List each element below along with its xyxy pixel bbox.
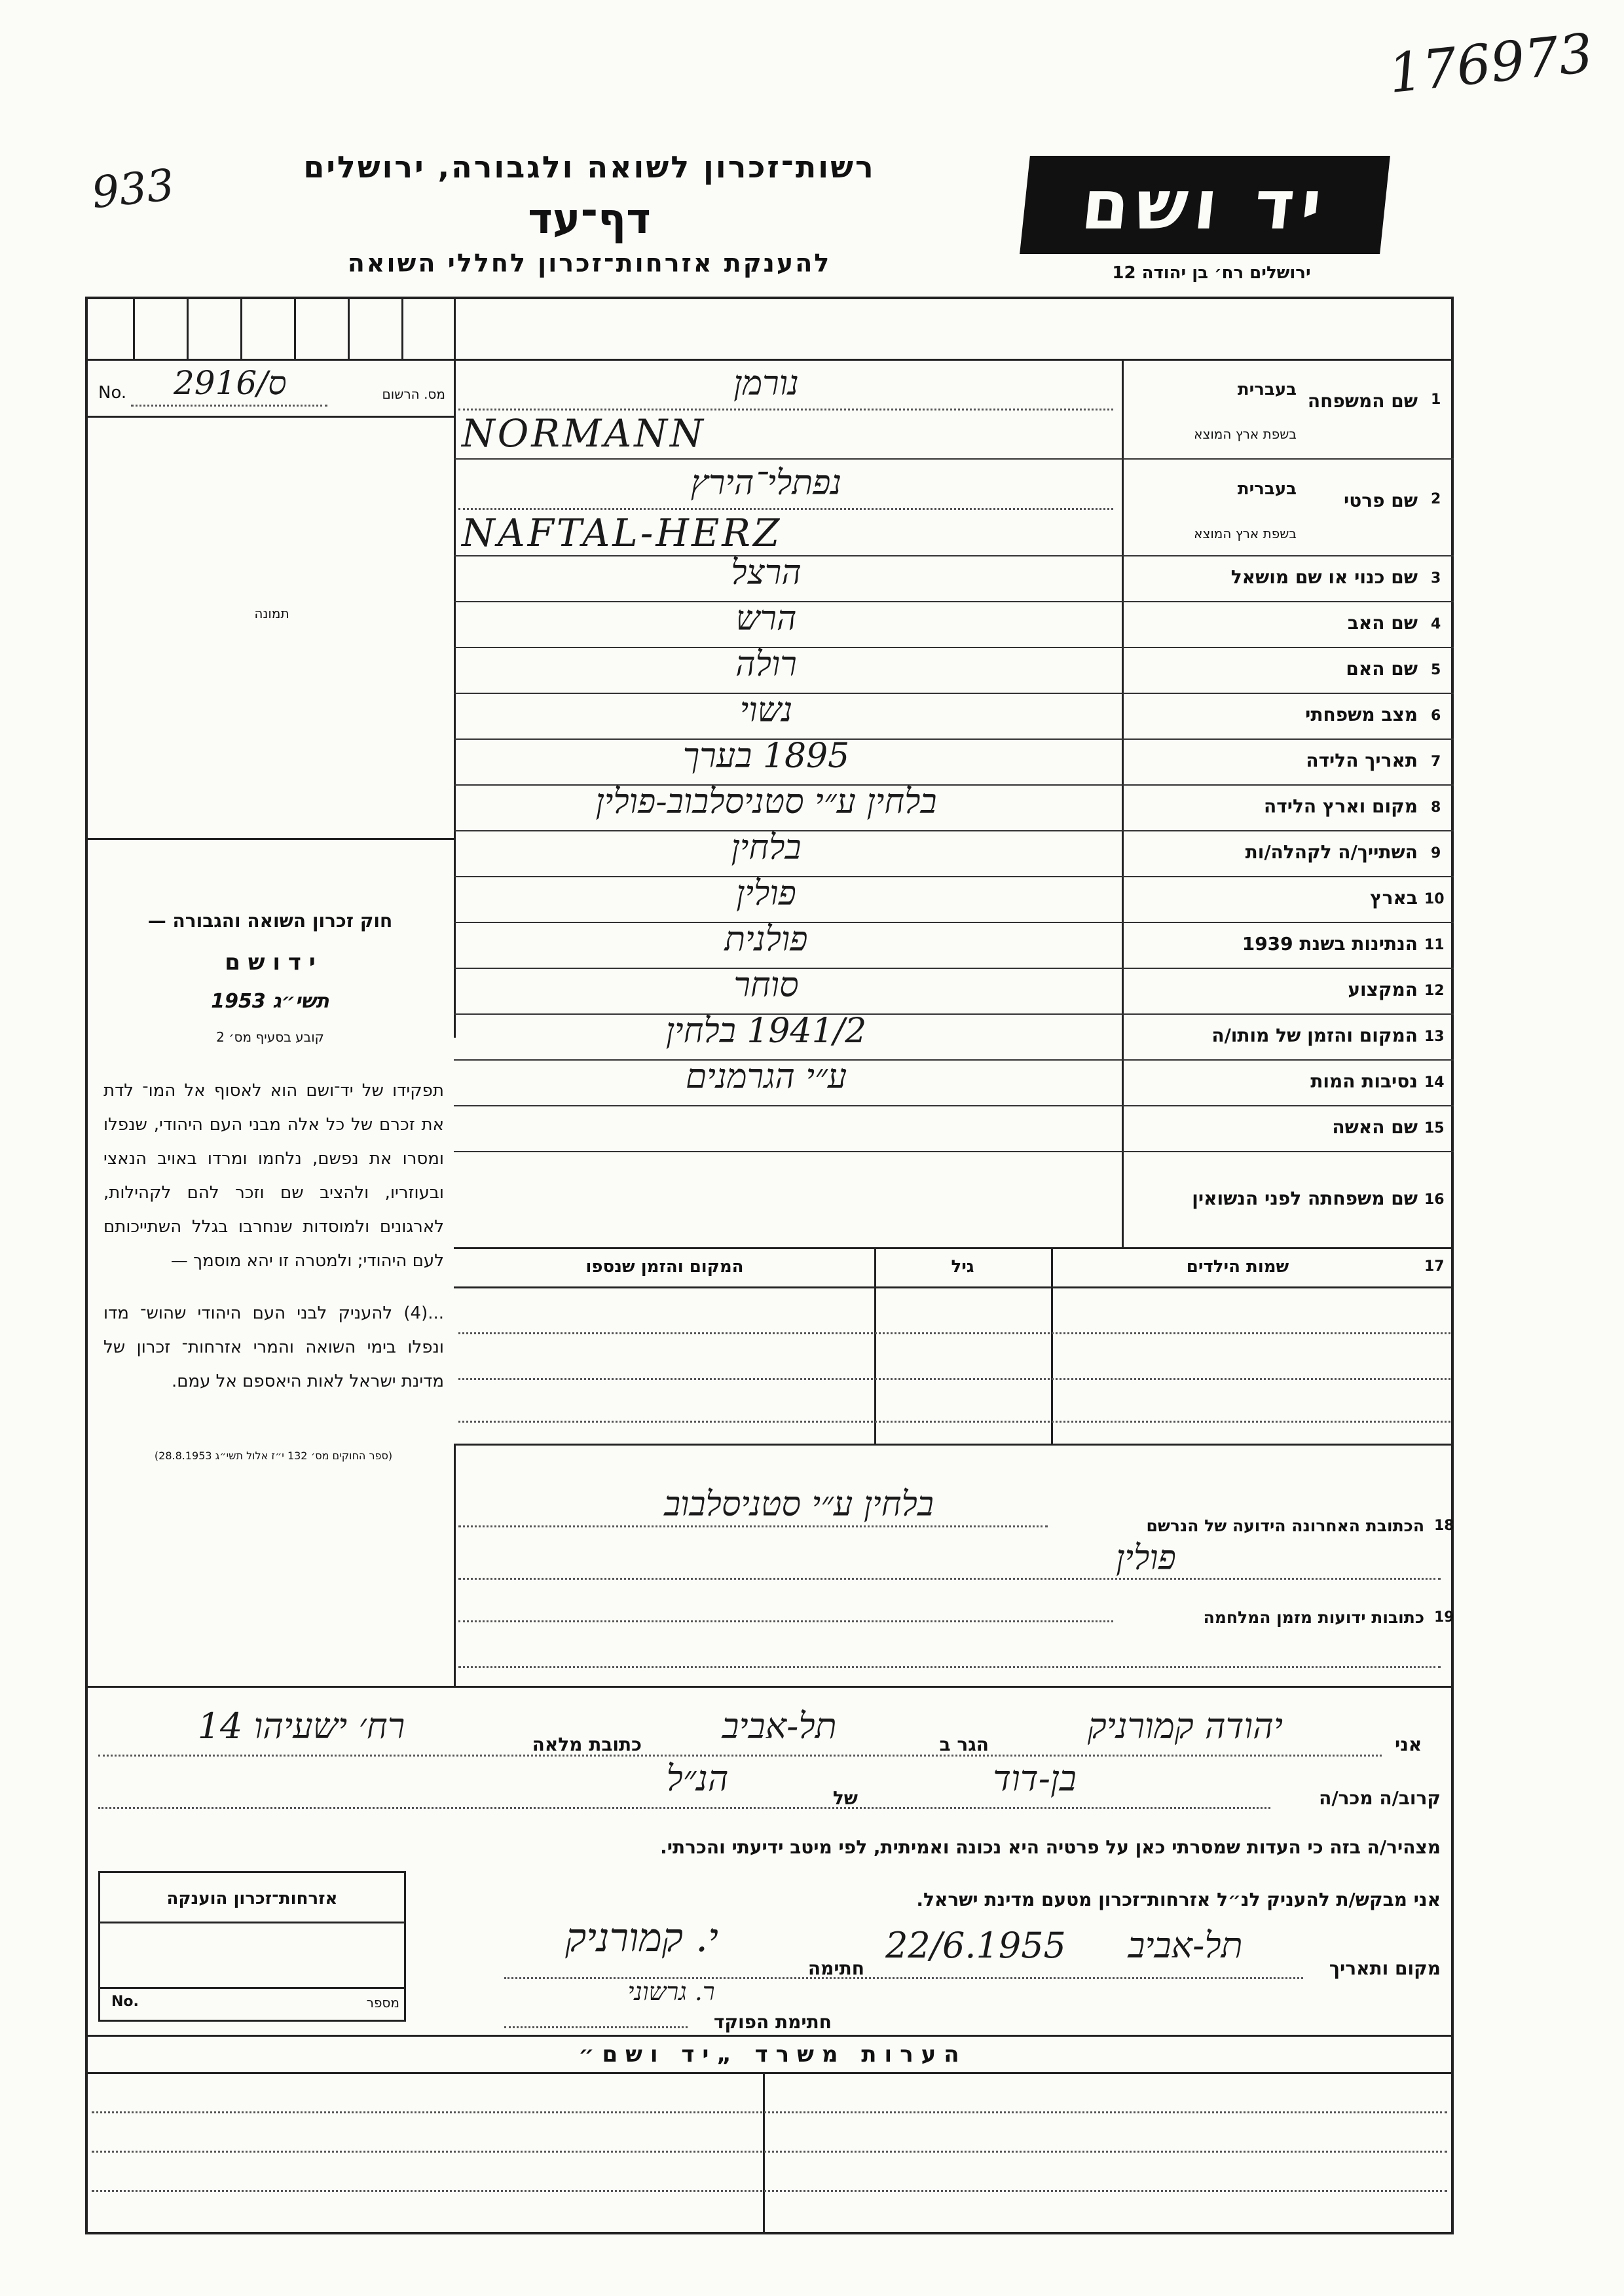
declarant-prefix: אני <box>1395 1734 1422 1755</box>
law-text-2: ...(4) להעניק לבני העם היהודי שהוש־ מדו ונפלו בימי השואה והמרי אזרחות־ זכרון של מדינת ישראל לאות היאספם אל עמם. <box>103 1303 444 1391</box>
declarant-name: יהודה קמורניק <box>1087 1705 1283 1747</box>
place-date-label: מקום ותאריך <box>1329 1958 1441 1979</box>
relative-label: קרוב/ה מכר/ה <box>1319 1787 1441 1809</box>
row-number-2: 2 <box>1431 491 1441 507</box>
row-number-17: 17 <box>1424 1258 1445 1275</box>
row-number-12: 12 <box>1424 983 1445 999</box>
row-number-1: 1 <box>1431 392 1441 408</box>
official-signature-label: חתימת הפוקד <box>713 2011 832 2033</box>
row-number-10: 10 <box>1424 891 1445 907</box>
side-number: 933 <box>89 159 177 219</box>
field-value-3: הרצל <box>731 553 802 592</box>
office-notes-title: הערות משרד „יד ושם״ <box>578 2041 967 2068</box>
last-address-label: הכתובת האחרונה הידועה של הנרשם <box>1146 1516 1424 1535</box>
field-value-4: הרש <box>735 599 797 638</box>
declarant-signature: י. קמורניק <box>565 1915 718 1961</box>
field-label-15: שם האשה <box>1332 1116 1418 1138</box>
of-label: של <box>832 1787 858 1809</box>
row-number-18: 18 <box>1434 1518 1454 1534</box>
statement-truth: מצהיר/ה בזה כי העדות שמסרתי כאן על פרטיה היא נכונה ואמיתית, לפי מיטב ידיעתי והכרתי. <box>660 1836 1441 1858</box>
form-subtitle: להענקת אזרחות־זכרון לחללי השואה <box>347 249 832 278</box>
field-label-9: השתייך/ה לקהלה/ות <box>1245 841 1418 863</box>
photo-label: תמונה <box>254 606 289 621</box>
law-name: י ד ו ש ם <box>225 949 316 975</box>
reg-no-prefix: No. <box>98 383 127 403</box>
field-label-5: שם האם <box>1346 658 1418 680</box>
logo-address: ירושלים רח׳ בן יהודה 12 <box>1112 263 1311 283</box>
children-age-header: גיל <box>951 1257 974 1277</box>
field-label-16: שם משפחתה לפני הנשואין <box>1192 1187 1418 1209</box>
field-label-1: שם המשפחה <box>1307 390 1418 412</box>
field-label-8: מקום וארץ הלידה <box>1264 795 1418 817</box>
field-label-14: נסיבות המות <box>1310 1070 1418 1092</box>
field-label-6: מצב משפחתי <box>1305 704 1418 725</box>
field-value-13: 1941/2 בלחין <box>665 1011 867 1051</box>
last-address-value: בלחין ע״י סטניסלבוב <box>664 1485 934 1524</box>
official-signature: ר. גרשוני <box>627 1977 715 2006</box>
row-number-16: 16 <box>1424 1191 1445 1208</box>
row-number-4: 4 <box>1431 616 1441 632</box>
law-title: חוק זכרון השואה והגבורה — <box>147 910 393 932</box>
citizenship-no-prefix: No. <box>111 1994 139 2010</box>
field-sub-origin-2: בשפת ארץ המוצא <box>1194 526 1297 541</box>
of-value: הנ״ל <box>666 1758 729 1799</box>
field-value-12: סוחר <box>733 966 799 1005</box>
field-label-3: שם כנוי או שם מושאל <box>1230 566 1418 588</box>
row-number-8: 8 <box>1431 799 1441 816</box>
field-value-origin-2: NAFTAL-HERZ <box>462 511 783 555</box>
field-value-11: פולנית <box>724 920 808 959</box>
field-value-7: 1895 בערך <box>682 737 850 776</box>
field-label-10: בארץ <box>1370 887 1418 909</box>
field-label-12: המקצוע <box>1348 979 1418 1000</box>
reg-no-value: 29ס/16 <box>174 364 287 402</box>
archive-number: 176973 <box>1385 22 1596 106</box>
signature-label: חתימה <box>807 1958 864 1979</box>
field-value-6: נשוי <box>739 691 793 730</box>
law-year: תשי״ג 1953 <box>211 990 329 1013</box>
yad-vashem-logo: יד ושם <box>1020 156 1390 254</box>
law-text-1: תפקידו של יד־ושם הוא לאסוף אל המו־ לדת את זכרם של כל אלה מבני העם היהודי, שנפלו ומסרו את נפשם, נלחמו ומרדו באויב הנאצי ובעוזריו, ולהציב שם וזכר להם לקהילות, לארגונים ולמוסדות שנחרבו בגלל השתייכותם לעם היהודי; ולמטרה זו יהא מוסמך — <box>103 1081 444 1271</box>
top-strip-line <box>85 359 1454 361</box>
field-sub-hebrew-2: בעברית <box>1237 479 1297 499</box>
row-number-13: 13 <box>1424 1029 1445 1045</box>
field-label-7: תאריך הלידה <box>1306 750 1418 771</box>
field-value-origin-1: NORMANN <box>462 411 706 456</box>
field-value-9: בלחין <box>731 828 802 867</box>
row-number-5: 5 <box>1431 662 1441 678</box>
form-title: דף־עד <box>528 195 651 244</box>
field-value-2: נפתלי־הירץ <box>690 464 842 503</box>
row-number-11: 11 <box>1424 937 1445 953</box>
statement-request: אני מבקש/ת להעניק לנ״ל אזרחות־זכרון מטעם מדינת ישראל. <box>916 1889 1441 1910</box>
relation-value: בן-דוד <box>993 1758 1077 1799</box>
wartime-address-label: כתובות ידועות מזמן המלחמה <box>1203 1608 1424 1627</box>
field-value-10: פולין <box>736 874 796 913</box>
field-value-1: נורמן <box>733 364 799 403</box>
field-label-11: הנתינות בשנת 1939 <box>1242 933 1418 955</box>
row-number-7: 7 <box>1431 754 1441 770</box>
citizenship-box-title: אזרחות־זכרון הוענקה <box>166 1889 338 1908</box>
resides-label: הגר ב <box>939 1734 989 1755</box>
full-address-label: כתובת מלאה <box>532 1734 642 1755</box>
row-number-3: 3 <box>1431 570 1441 587</box>
children-names-header: שמות הילדים <box>1186 1257 1289 1277</box>
field-value-14: ע״י הגרמנים <box>685 1057 847 1097</box>
field-label-13: המקום והזמן של מותו/ה <box>1211 1025 1418 1046</box>
last-address-country: פולין <box>1116 1539 1176 1578</box>
place-value: תל-אביב <box>1128 1925 1243 1966</box>
row-number-15: 15 <box>1424 1120 1445 1137</box>
declarant-street: רח׳ ישעיהו 14 <box>197 1705 405 1747</box>
field-sub-origin-1: בשפת ארץ המוצא <box>1194 426 1297 442</box>
field-label-4: שם האב <box>1347 612 1418 634</box>
date-value: 22/6.1955 <box>885 1925 1066 1966</box>
citizenship-no-label: מספר <box>366 1995 399 2011</box>
reg-no-label: מס. הרשום <box>382 386 445 402</box>
row-number-14: 14 <box>1424 1074 1445 1091</box>
field-label-2: שם פרטי <box>1343 490 1418 511</box>
law-reference: (ספר החוקים מס׳ 132 י״ז אלול תשי״ג 28.8.1953) <box>154 1449 393 1462</box>
org-line: רשות־זכרון לשואה ולגבורה, ירושלים <box>303 149 876 185</box>
law-section: קובע בסעיף מס׳ 2 <box>216 1029 324 1045</box>
declarant-city: תל-אביב <box>722 1705 837 1747</box>
row-number-9: 9 <box>1431 845 1441 862</box>
field-value-8: בלחין ע״י סטניסלבוב-פולין <box>595 782 937 822</box>
row-number-19: 19 <box>1434 1609 1454 1626</box>
field-value-5: רולה <box>735 645 797 684</box>
field-sub-hebrew-1: בעברית <box>1237 380 1297 399</box>
row-number-6: 6 <box>1431 708 1441 724</box>
children-place-header: המקום והזמן שנספו <box>585 1257 744 1277</box>
